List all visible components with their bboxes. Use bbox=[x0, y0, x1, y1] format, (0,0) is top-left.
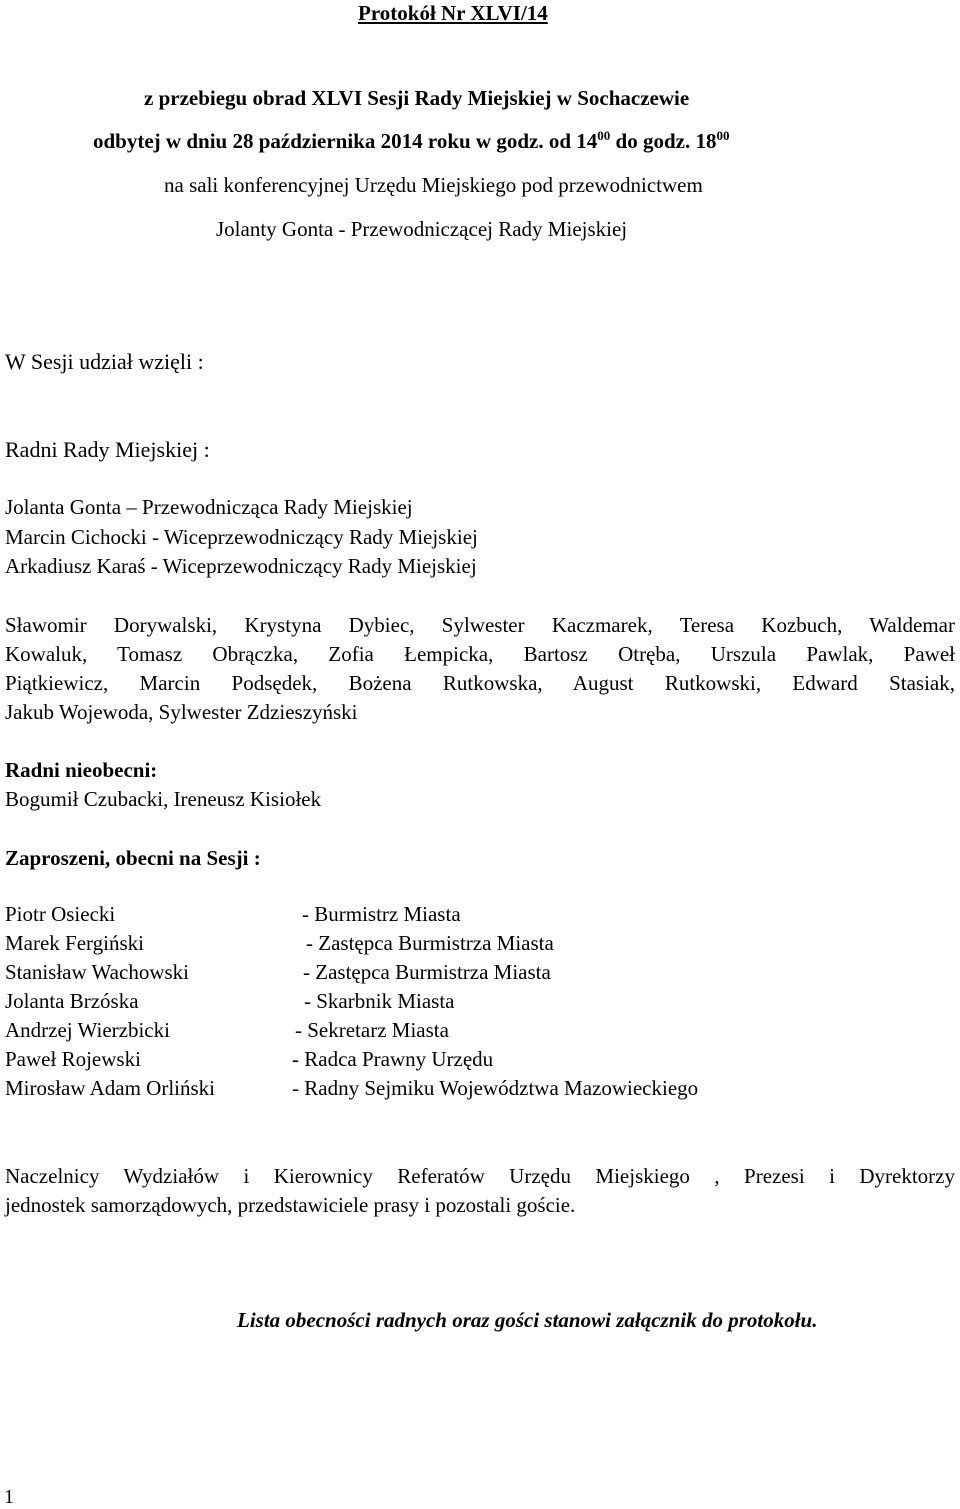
presidium-vice-1: Marcin Cichocki - Wiceprzewodniczący Rady Miejskiej bbox=[5, 525, 478, 549]
councillors-heading: Radni Rady Miejskiej : bbox=[5, 437, 210, 462]
attendance-heading: W Sesji udział wzięli : bbox=[5, 349, 204, 374]
attendance-list-note: Lista obecności radnych oraz gości stanowi załącznik do protokołu. bbox=[237, 1308, 818, 1332]
presidium-vice-2: Arkadiusz Karaś - Wiceprzewodniczący Rady Miejskiej bbox=[5, 554, 477, 578]
document-title: Protokół Nr XLVI/14 bbox=[358, 1, 548, 25]
presidium-chair: Jolanta Gonta – Przewodnicząca Rady Miejskiej bbox=[5, 495, 413, 519]
members-line-1: Sławomir Dorywalski, Krystyna Dybiec, Sylwester Kaczmarek, Teresa Kozbuch, Waldemar bbox=[5, 613, 955, 637]
members-line-4: Jakub Wojewoda, Sylwester Zdzieszyński bbox=[5, 700, 358, 724]
header-line-1: z przebiegu obrad XLVI Sesji Rady Miejskiej w Sochaczewie bbox=[144, 86, 690, 110]
absent-heading: Radni nieobecni: bbox=[5, 758, 158, 782]
others-line-2: jednostek samorządowych, przedstawiciele prasy i pozostali goście. bbox=[5, 1193, 576, 1217]
page-number: 1 bbox=[4, 1486, 14, 1508]
guest-role: - Zastępca Burmistrza Miasta bbox=[306, 931, 554, 955]
absent-names: Bogumił Czubacki, Ireneusz Kisiołek bbox=[5, 787, 322, 811]
header-line-3: na sali konferencyjnej Urzędu Miejskiego pod przewodnictwem bbox=[164, 173, 703, 197]
guest-role: - Burmistrz Miasta bbox=[302, 902, 461, 926]
guest-role: - Radny Sejmiku Województwa Mazowieckiego bbox=[292, 1076, 699, 1100]
guest-role: - Radca Prawny Urzędu bbox=[292, 1047, 494, 1071]
guests-heading: Zaproszeni, obecni na Sesji : bbox=[5, 846, 261, 870]
guest-name: Piotr Osiecki bbox=[5, 902, 116, 926]
header-line-2-text-a: odbytej w dniu 28 października 2014 roku w godz. od 14 bbox=[93, 129, 598, 153]
guest-name: Stanisław Wachowski bbox=[5, 960, 189, 984]
header-line-2 bbox=[93, 128, 730, 153]
guest-role: - Skarbnik Miasta bbox=[304, 989, 455, 1013]
guest-role: - Sekretarz Miasta bbox=[295, 1018, 449, 1042]
members-line-2: Kowaluk, Tomasz Obrączka, Zofia Łempicka, Bartosz Otręba, Urszula Pawlak, Paweł bbox=[5, 642, 955, 666]
others-line-1: Naczelnicy Wydziałów i Kierownicy Referatów Urzędu Miejskiego , Prezesi i Dyrektorzy bbox=[5, 1164, 955, 1188]
header-line-4: Jolanty Gonta - Przewodniczącej Rady Miejskiej bbox=[216, 217, 628, 241]
guest-name: Andrzej Wierzbicki bbox=[5, 1018, 170, 1042]
guest-name: Mirosław Adam Orliński bbox=[5, 1076, 215, 1100]
end-time-superscript: 00 bbox=[716, 128, 730, 143]
guest-name: Marek Fergiński bbox=[5, 931, 145, 955]
guest-role: - Zastępca Burmistrza Miasta bbox=[303, 960, 551, 984]
header-line-2-text-b: do godz. 18 bbox=[610, 129, 717, 153]
guest-name: Jolanta Brzóska bbox=[5, 989, 139, 1013]
guest-name: Paweł Rojewski bbox=[5, 1047, 141, 1071]
start-time-superscript: 00 bbox=[597, 128, 611, 143]
members-line-3: Piątkiewicz, Marcin Podsędek, Bożena Rutkowska, August Rutkowski, Edward Stasiak, bbox=[5, 671, 955, 695]
